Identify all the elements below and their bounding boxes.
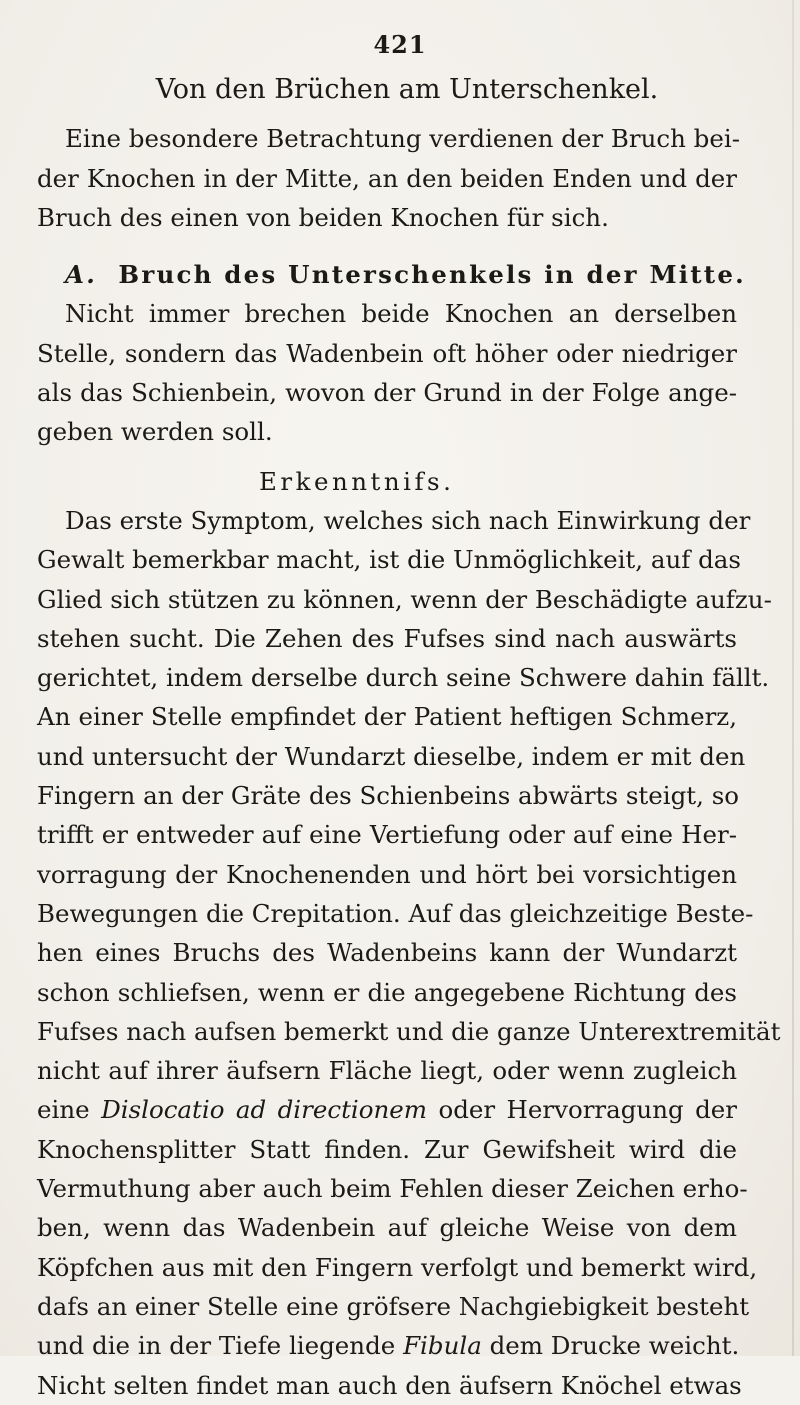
body-line: Knochensplitter Statt finden. Zur Gewifsheit wird die: [37, 1134, 737, 1164]
section-line: als das Schienbein, wovon der Grund in der Folge ange-: [37, 378, 737, 408]
text-fragment: dem Drucke weicht.: [489, 1331, 740, 1361]
body-line: schon schliefsen, wenn er die angegebene Richtung des: [37, 977, 737, 1007]
body-line: Fingern an der Gräte des Schienbeins abwärts steigt, so: [37, 781, 740, 811]
page-number: 421: [373, 30, 427, 59]
body-line: Das erste Symptom, welches sich nach Einwirkung der: [65, 505, 751, 535]
body-line-with-italic: [37, 1090, 737, 1129]
body-line: An einer Stelle empfindet der Patient heftigen Schmerz,: [37, 702, 737, 732]
body-line: Nicht selten findet man auch den äufsern Knöchel etwas: [37, 1370, 742, 1400]
latin-term: Dislocatio ad directionem: [101, 1095, 428, 1125]
body-line: Fufses nach aufsen bemerkt und die ganze Unterextremität: [37, 1016, 781, 1046]
section-title: Bruch des Unterschenkels in der Mitte.: [118, 260, 746, 290]
text-fragment: und die in der Tiefe liegende: [37, 1331, 396, 1361]
erkenntniss-heading: Erkenntnifs.: [259, 466, 455, 496]
section-line: Stelle, sondern das Wadenbein oft höher oder niedriger: [37, 338, 737, 368]
body-line: hen eines Bruchs des Wadenbeins kann der Wundarzt: [37, 938, 737, 968]
section-letter: A.: [65, 260, 97, 290]
body-line: Vermuthung aber auch beim Fehlen dieser Zeichen erho-: [37, 1174, 748, 1204]
section-line: Nicht immer brechen beide Knochen an derselben: [65, 299, 737, 329]
body-line-with-italic: [37, 1326, 740, 1365]
text-block: [37, 70, 781, 1405]
intro-line: Eine besondere Betrachtung verdienen der Bruch bei-: [65, 124, 740, 154]
section-line: geben werden soll.: [37, 417, 273, 447]
page-edge: [792, 0, 794, 1356]
spacer: [37, 109, 737, 119]
body-line: Bewegungen die Crepitation. Auf das gleichzeitige Beste-: [37, 898, 754, 928]
body-line: vorragung der Knochenenden und hört bei vorsichtigen: [37, 859, 737, 889]
body-line: Glied sich stützen zu können, wenn der Beschädigte aufzu-: [37, 584, 772, 614]
body-line: nicht auf ihrer äufsern Fläche liegt, oder wenn zugleich: [37, 1056, 737, 1086]
body-line: gerichtet, indem derselbe durch seine Schwere dahin fällt.: [37, 663, 770, 693]
intro-line: Bruch des einen von beiden Knochen für sich.: [37, 202, 609, 232]
body-line: ben, wenn das Wadenbein auf gleiche Weise von dem: [37, 1213, 737, 1243]
spacer: [37, 452, 737, 462]
text-fragment: oder Hervorragung der: [438, 1095, 737, 1125]
body-line: dafs an einer Stelle eine gröfsere Nachgiebigkeit besteht: [37, 1291, 750, 1321]
latin-term: Fibula: [403, 1331, 482, 1361]
body-line: Gewalt bemerkbar macht, ist die Unmöglichkeit, auf das: [37, 545, 741, 575]
intro-line: der Knochen in der Mitte, an den beiden Enden und der: [37, 163, 737, 193]
section-a-heading: [37, 255, 746, 294]
body-line: trifft er entweder auf eine Vertiefung oder auf eine Her-: [37, 820, 737, 850]
body-line: und untersucht der Wundarzt dieselbe, indem er mit den: [37, 741, 746, 771]
body-line: Köpfchen aus mit den Fingern verfolgt und bemerkt wird,: [37, 1252, 758, 1282]
chapter-title: Von den Brüchen am Unterschenkel.: [155, 74, 659, 105]
body-line: stehen sucht. Die Zehen des Fufses sind nach auswärts: [37, 623, 737, 653]
spacer: [37, 237, 737, 255]
text-fragment: eine: [37, 1095, 90, 1125]
